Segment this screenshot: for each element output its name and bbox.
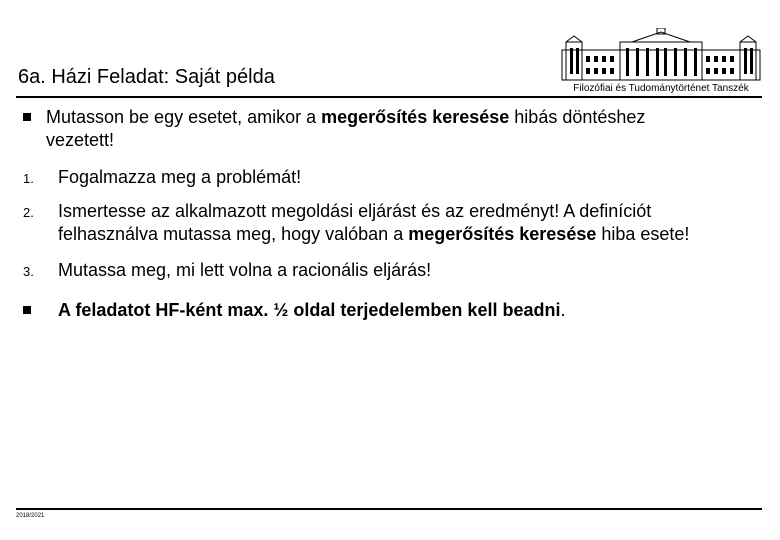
step-number-3: 3.: [23, 264, 34, 279]
step-number-1: 1.: [23, 171, 34, 186]
step2-line1: Ismertesse az alkalmazott megoldási eljárást és az eredményt! A definíciót: [58, 201, 652, 221]
final-text: [58, 299, 565, 322]
final-end: .: [560, 300, 566, 320]
step-text-2: [58, 200, 768, 246]
final-bold: A feladatot HF-ként max. ½ oldal terjedelemben kell beadni: [58, 300, 561, 320]
footer-divider: [16, 508, 762, 510]
intro-line2: vezetett!: [46, 130, 115, 150]
intro-text: [46, 106, 756, 152]
building-logo-icon: [560, 28, 762, 82]
footer-date: 2018/2021: [16, 513, 45, 519]
logo-caption: Filozófiai és Tudománytörténet Tanszék: [573, 83, 749, 94]
step2-line2-b: hiba esete!: [596, 224, 690, 244]
step-text-3: Mutassa meg, mi lett volna a racionális eljárás!: [58, 260, 432, 280]
step-text-1: Fogalmazza meg a problémát!: [58, 167, 302, 187]
intro-bold: megerősítés keresése: [321, 107, 510, 127]
step2-line2-a: felhasználva mutassa meg, hogy valóban a: [58, 224, 409, 244]
intro-part1: Mutasson be egy esetet, amikor a: [46, 107, 322, 127]
step-number-2: 2.: [23, 205, 34, 220]
title-divider: [16, 96, 762, 98]
page-title: 6a. Házi Feladat: Saját példa: [18, 66, 275, 88]
square-bullet-icon: [23, 113, 31, 121]
university-logo: [560, 28, 762, 98]
square-bullet-icon: [23, 306, 31, 314]
step2-line2-bold: megerősítés keresése: [408, 224, 597, 244]
intro-part2: hibás döntéshez: [509, 107, 646, 127]
